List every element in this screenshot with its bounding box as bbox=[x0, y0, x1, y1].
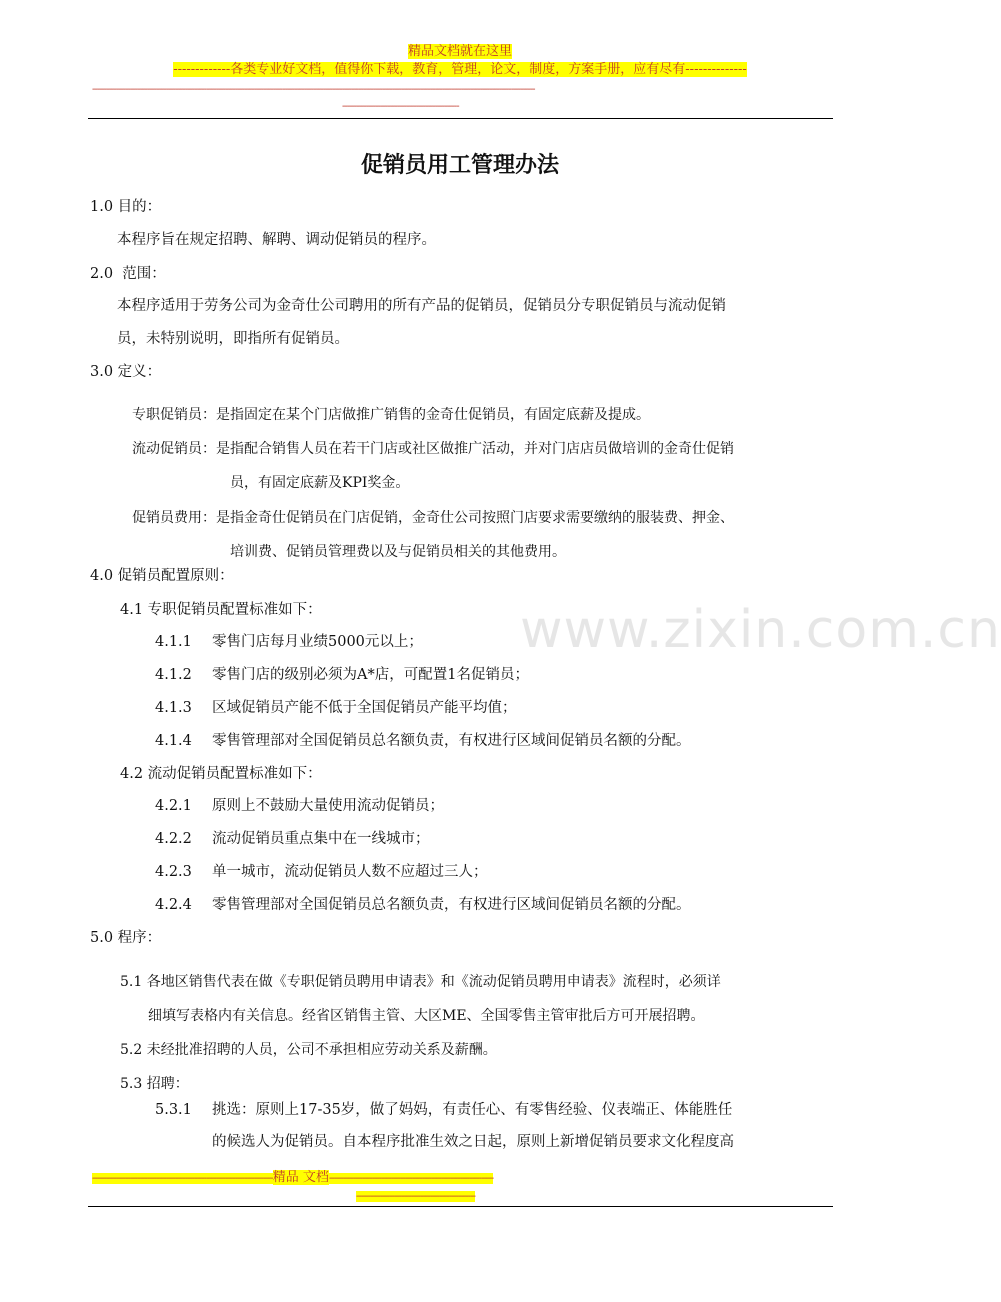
section-3-heading: 3.0 定义： bbox=[90, 364, 162, 380]
definition-3b: 培训费、促销员管理费以及与促销员相关的其他费用。 bbox=[230, 544, 566, 560]
header-dashes-short: ------------------------------------------------- bbox=[342, 101, 459, 112]
footer-rule bbox=[88, 1206, 833, 1207]
footer-banner: ----------------------------------------------------------------------------精品 文档--------------------------------------------------------------------- bbox=[92, 1170, 494, 1185]
footer-dashes-short: -------------------------------------------------- bbox=[356, 1191, 475, 1202]
item-4-1-1: 4.1.1 零售门店每月业绩5000元以上； bbox=[155, 634, 423, 650]
section-2-text-1: 本程序适用于劳务公司为金奇仕公司聘用的所有产品的促销员，促销员分专职促销员与流动促销 bbox=[117, 298, 726, 314]
header-banner-title: 精品文档就在这里 bbox=[407, 44, 512, 59]
definition-1: 专职促销员：是指固定在某个门店做推广销售的金奇仕促销员，有固定底薪及提成。 bbox=[132, 407, 650, 423]
section-5-heading: 5.0 程序： bbox=[90, 930, 162, 946]
para-5-1b: 细填写表格内有关信息。经省区销售主管、大区ME、全国零售主管审批后方可开展招聘。 bbox=[148, 1008, 705, 1024]
header-dashes: ------------------------------------------------------------------------------------------------------------------------------------------------------------------------------------------ bbox=[92, 84, 535, 95]
header-rule bbox=[88, 118, 833, 119]
para-5-1a: 5.1 各地区销售代表在做《专职促销员聘用申请表》和《流动促销员聘用申请表》流程时，必须详 bbox=[120, 974, 721, 990]
subsection-4-1: 4.1 专职促销员配置标准如下： bbox=[120, 602, 322, 618]
item-4-2-3: 4.2.3 单一城市，流动促销员人数不应超过三人； bbox=[155, 864, 488, 880]
item-5-3-1b: 的候选人为促销员。自本程序批准生效之日起，原则上新增促销员要求文化程度高 bbox=[212, 1134, 734, 1150]
definition-2a: 流动促销员：是指配合销售人员在若干门店或社区做推广活动，并对门店店员做培训的金奇仕促销 bbox=[132, 441, 734, 457]
definition-2b: 员，有固定底薪及KPI奖金。 bbox=[230, 475, 410, 491]
para-5-2: 5.2 未经批准招聘的人员，公司不承担相应劳动关系及薪酬。 bbox=[120, 1042, 497, 1058]
para-5-3: 5.3 招聘： bbox=[120, 1076, 189, 1092]
section-4-heading: 4.0 促销员配置原则： bbox=[90, 568, 234, 584]
item-4-1-4: 4.1.4 零售管理部对全国促销员总名额负责，有权进行区域间促销员名额的分配。 bbox=[155, 733, 691, 749]
section-1-text: 本程序旨在规定招聘、解聘、调动促销员的程序。 bbox=[117, 232, 436, 248]
item-4-2-1: 4.2.1 原则上不鼓励大量使用流动促销员； bbox=[155, 798, 444, 814]
header-banner-slogan: -------------各类专业好文档，值得你下载，教育，管理，论文，制度，方案手册，应有尽有-------------- bbox=[173, 62, 747, 77]
item-5-3-1a: 5.3.1 挑选：原则上17-35岁，做了妈妈，有责任心、有零售经验、仪表端正、体能胜任 bbox=[155, 1102, 733, 1118]
definition-3a: 促销员费用：是指金奇仕促销员在门店促销，金奇仕公司按照门店要求需要缴纳的服装费、押金、 bbox=[132, 510, 734, 526]
section-1-heading: 1.0 目的： bbox=[90, 199, 162, 215]
section-2-text-2: 员，未特别说明，即指所有促销员。 bbox=[117, 331, 349, 347]
page-title: 促销员用工管理办法 bbox=[360, 153, 559, 178]
watermark: www.zixin.com.cn bbox=[520, 600, 1001, 660]
item-4-2-4: 4.2.4 零售管理部对全国促销员总名额负责，有权进行区域间促销员名额的分配。 bbox=[155, 897, 691, 913]
subsection-4-2: 4.2 流动促销员配置标准如下： bbox=[120, 766, 322, 782]
item-4-2-2: 4.2.2 流动促销员重点集中在一线城市； bbox=[155, 831, 430, 847]
item-4-1-2: 4.1.2 零售门店的级别必须为A*店，可配置1名促销员； bbox=[155, 667, 529, 683]
item-4-1-3: 4.1.3 区域促销员产能不低于全国促销员产能平均值； bbox=[155, 700, 517, 716]
section-2-heading: 2.0 范围： bbox=[90, 266, 166, 282]
